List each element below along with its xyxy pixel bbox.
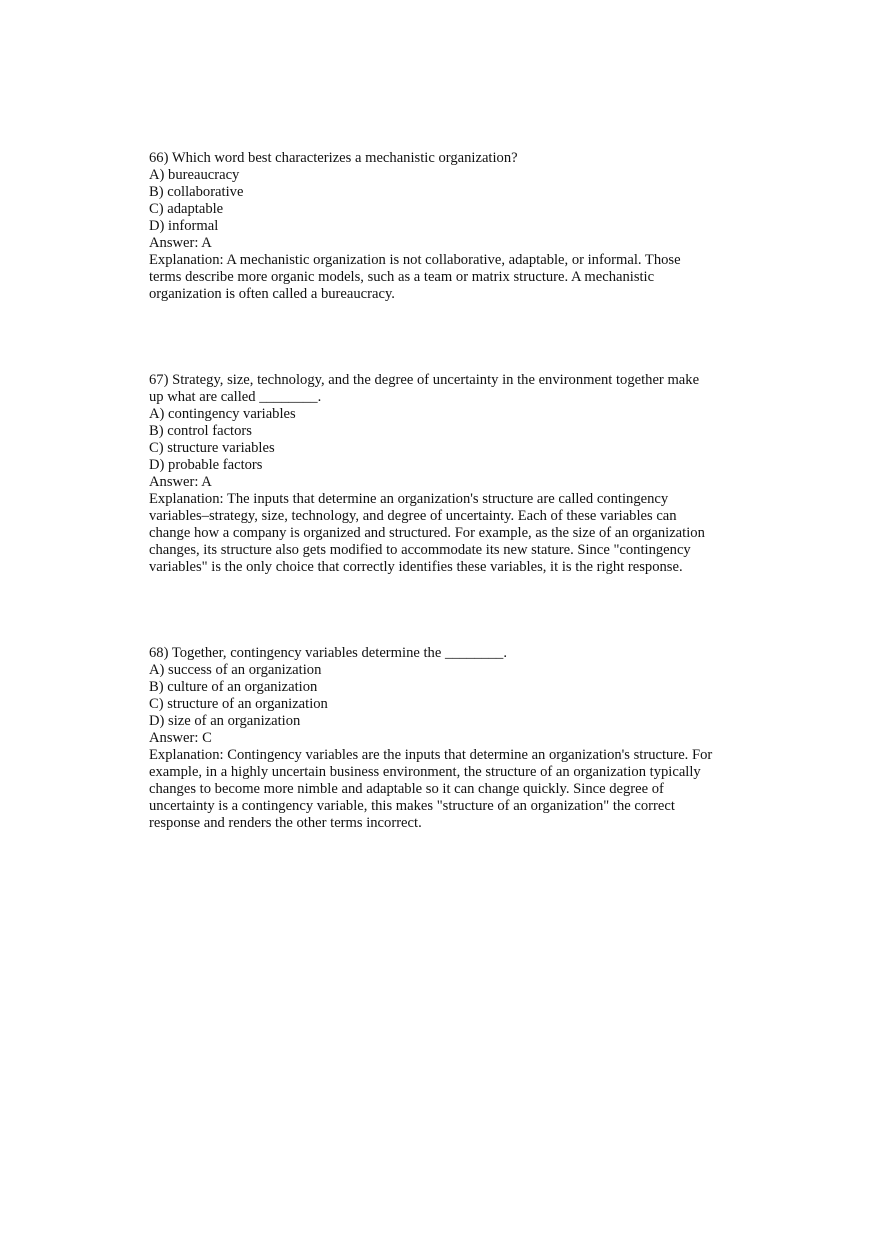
explanation-line: example, in a highly uncertain business environment, the structure of an organization typically xyxy=(149,764,701,780)
question-stem: 68) Together, contingency variables determine the ________. xyxy=(149,645,507,661)
explanation-line: terms describe more organic models, such as a team or matrix structure. A mechanistic xyxy=(149,269,655,285)
answer: Answer: C xyxy=(149,730,212,746)
question-stem: 66) Which word best characterizes a mechanistic organization? xyxy=(149,150,518,166)
question-67 xyxy=(149,372,739,576)
explanation-line: change how a company is organized and structured. For example, as the size of an organization xyxy=(149,525,705,541)
explanation-line: organization is often called a bureaucracy. xyxy=(149,286,395,302)
explanation-line: changes to become more nimble and adaptable so it can change quickly. Since degree of xyxy=(149,781,664,797)
question-68 xyxy=(149,645,739,832)
explanation xyxy=(149,252,734,303)
option-c: C) structure of an organization xyxy=(149,696,328,712)
explanation-line: variables–strategy, size, technology, and degree of uncertainty. Each of these variables can xyxy=(149,508,677,524)
option-b: B) control factors xyxy=(149,423,252,439)
option-d: D) informal xyxy=(149,218,219,234)
answer: Answer: A xyxy=(149,235,212,251)
option-a: A) contingency variables xyxy=(149,406,296,422)
explanation-line: changes, its structure also gets modified to accommodate its new stature. Since "contingency xyxy=(149,542,691,558)
explanation-line: uncertainty is a contingency variable, this makes "structure of an organization" the correct xyxy=(149,798,675,814)
explanation xyxy=(149,747,734,832)
explanation-line: variables" is the only choice that correctly identifies these variables, it is the right response. xyxy=(149,559,683,575)
explanation-line: Explanation: A mechanistic organization is not collaborative, adaptable, or informal. Those xyxy=(149,252,681,268)
explanation-line: Explanation: The inputs that determine an organization's structure are called contingency xyxy=(149,491,669,507)
explanation-line: Explanation: Contingency variables are the inputs that determine an organization's structure. For xyxy=(149,747,713,763)
option-d: D) size of an organization xyxy=(149,713,301,729)
question-66 xyxy=(149,150,739,303)
option-d: D) probable factors xyxy=(149,457,263,473)
option-c: C) structure variables xyxy=(149,440,275,456)
document-page xyxy=(149,150,739,832)
answer: Answer: A xyxy=(149,474,212,490)
option-a: A) success of an organization xyxy=(149,662,322,678)
option-b: B) collaborative xyxy=(149,184,244,200)
question-stem: 67) Strategy, size, technology, and the degree of uncertainty in the environment together make xyxy=(149,372,700,388)
explanation xyxy=(149,491,724,576)
option-b: B) culture of an organization xyxy=(149,679,318,695)
explanation-line: response and renders the other terms incorrect. xyxy=(149,815,422,831)
option-c: C) adaptable xyxy=(149,201,224,217)
option-a: A) bureaucracy xyxy=(149,167,240,183)
question-stem: up what are called ________. xyxy=(149,389,322,405)
